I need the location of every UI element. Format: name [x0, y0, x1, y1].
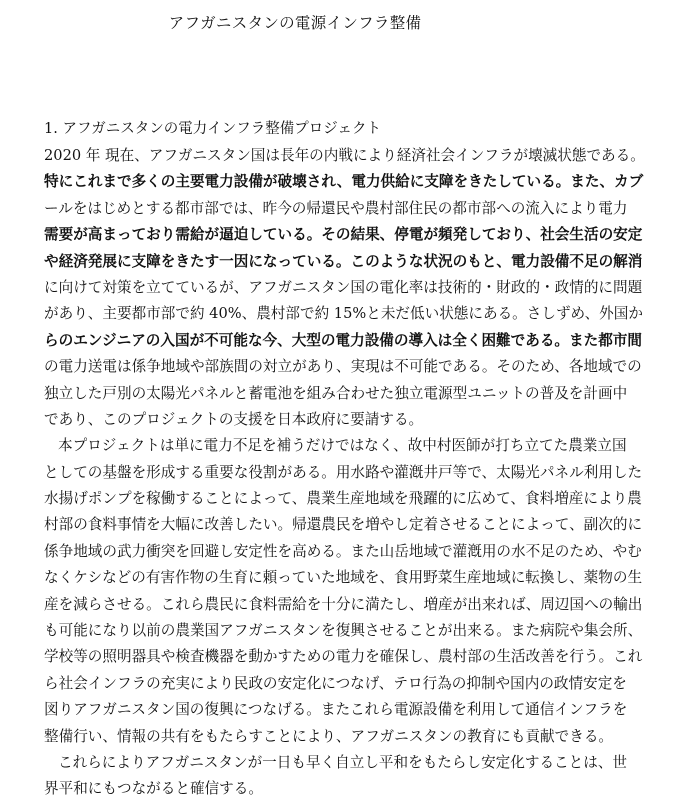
body-line: があり、主要都市部で約 40%、農村部で約 15%と未だ低い状態にある。さしずめ、外国か — [44, 305, 643, 323]
body-line: 産を減らさせる。これら農民に食料需給を十分に満たし、増産が出来れば、周辺国への輸出 — [44, 595, 643, 613]
body-line: 学校等の照明器具や検査機器を動かすための電力を確保し、農村部の生活改善を行う。これ — [44, 648, 643, 666]
body-line: としての基盤を形成する重要な役割がある。用水路や灌漑井戸等で、太陽光パネル利用した — [44, 463, 643, 481]
body-line: らのエンジニアの入国が不可能な今、大型の電力設備の導入は全く困難である。また都市間 — [44, 331, 642, 349]
body-line: 需要が高まっており需給が逼迫している。その結果、停電が頻発しており、社会生活の安定 — [44, 226, 643, 244]
body-line: ら社会インフラの充実により民政の安定化につなげ、テロ行為の抑制や国内の政情安定を — [44, 674, 627, 692]
body-line: であり、このプロジェクトの支援を日本政府に要請する。 — [44, 410, 424, 428]
body-line: も可能になり以前の農業国アフガニスタンを復興させることが出来る。また病院や集会所、 — [44, 622, 643, 640]
body-line: 係争地域の武力衝突を回避し安定性を高める。また山岳地域で灌漑用の水不足のため、やむ — [44, 542, 642, 560]
body-text — [44, 143, 664, 803]
body-line: 整備行い、情報の共有をもたらすことにより、アフガニスタンの教育にも貢献できる。 — [44, 727, 614, 745]
body-line: 2020 年 現在、アフガニスタン国は長年の内戦により経済社会インフラが壊滅状態である。 — [44, 147, 645, 164]
body-line: 本プロジェクトは単に電力不足を補うだけではなく、故中村医師が打ち立てた農業立国 — [58, 437, 627, 455]
body-line: 特にこれまで多くの主要電力設備が破壊され、電力供給に支障をきたしている。また、カブ — [44, 173, 644, 191]
document-title: アフガニスタンの電源インフラ整備 — [168, 14, 422, 32]
body-line: これらによりアフガニスタンが一日も早く自立し平和をもたらし安定化することは、世 — [58, 753, 628, 771]
body-line: 界平和にもつながると確信する。 — [44, 780, 263, 798]
body-line: に向けて対策を立てているが、アフガニスタン国の電化率は技術的・財政的・政情的に問題 — [44, 278, 643, 296]
body-line: や経済発展に支障をきたす一因になっている。このような状況のもと、電力設備不足の解消 — [44, 252, 643, 270]
body-line: 水揚げポンプを稼働することによって、農業生産地域を飛躍的に広めて、食料増産により農 — [44, 490, 642, 508]
body-line: 村部の食料事情を大幅に改善したい。帰還農民を増やし定着させることによって、副次的に — [44, 516, 643, 534]
body-line: なくケシなどの有害作物の生育に頼っていた地域を、食用野菜生産地域に転換し、薬物の生 — [44, 569, 643, 587]
body-line: ールをはじめとする都市部では、昨今の帰還民や農村部住民の都市部への流入により電力 — [44, 199, 628, 217]
body-line: 独立した戸別の太陽光パネルと蓄電池を組み合わせた独立電源型ユニットの普及を計画中 — [44, 384, 628, 402]
body-line: 図りアフガニスタン国の復興につなげる。またこれら電源設備を利用して通信インフラを — [44, 701, 628, 719]
section-heading: 1. アフガニスタンの電力インフラ整備プロジェクト — [44, 121, 382, 137]
body-line: の電力送電は係争地域や部族間の対立があり、実現は不可能である。そのため、各地域での — [44, 358, 642, 376]
